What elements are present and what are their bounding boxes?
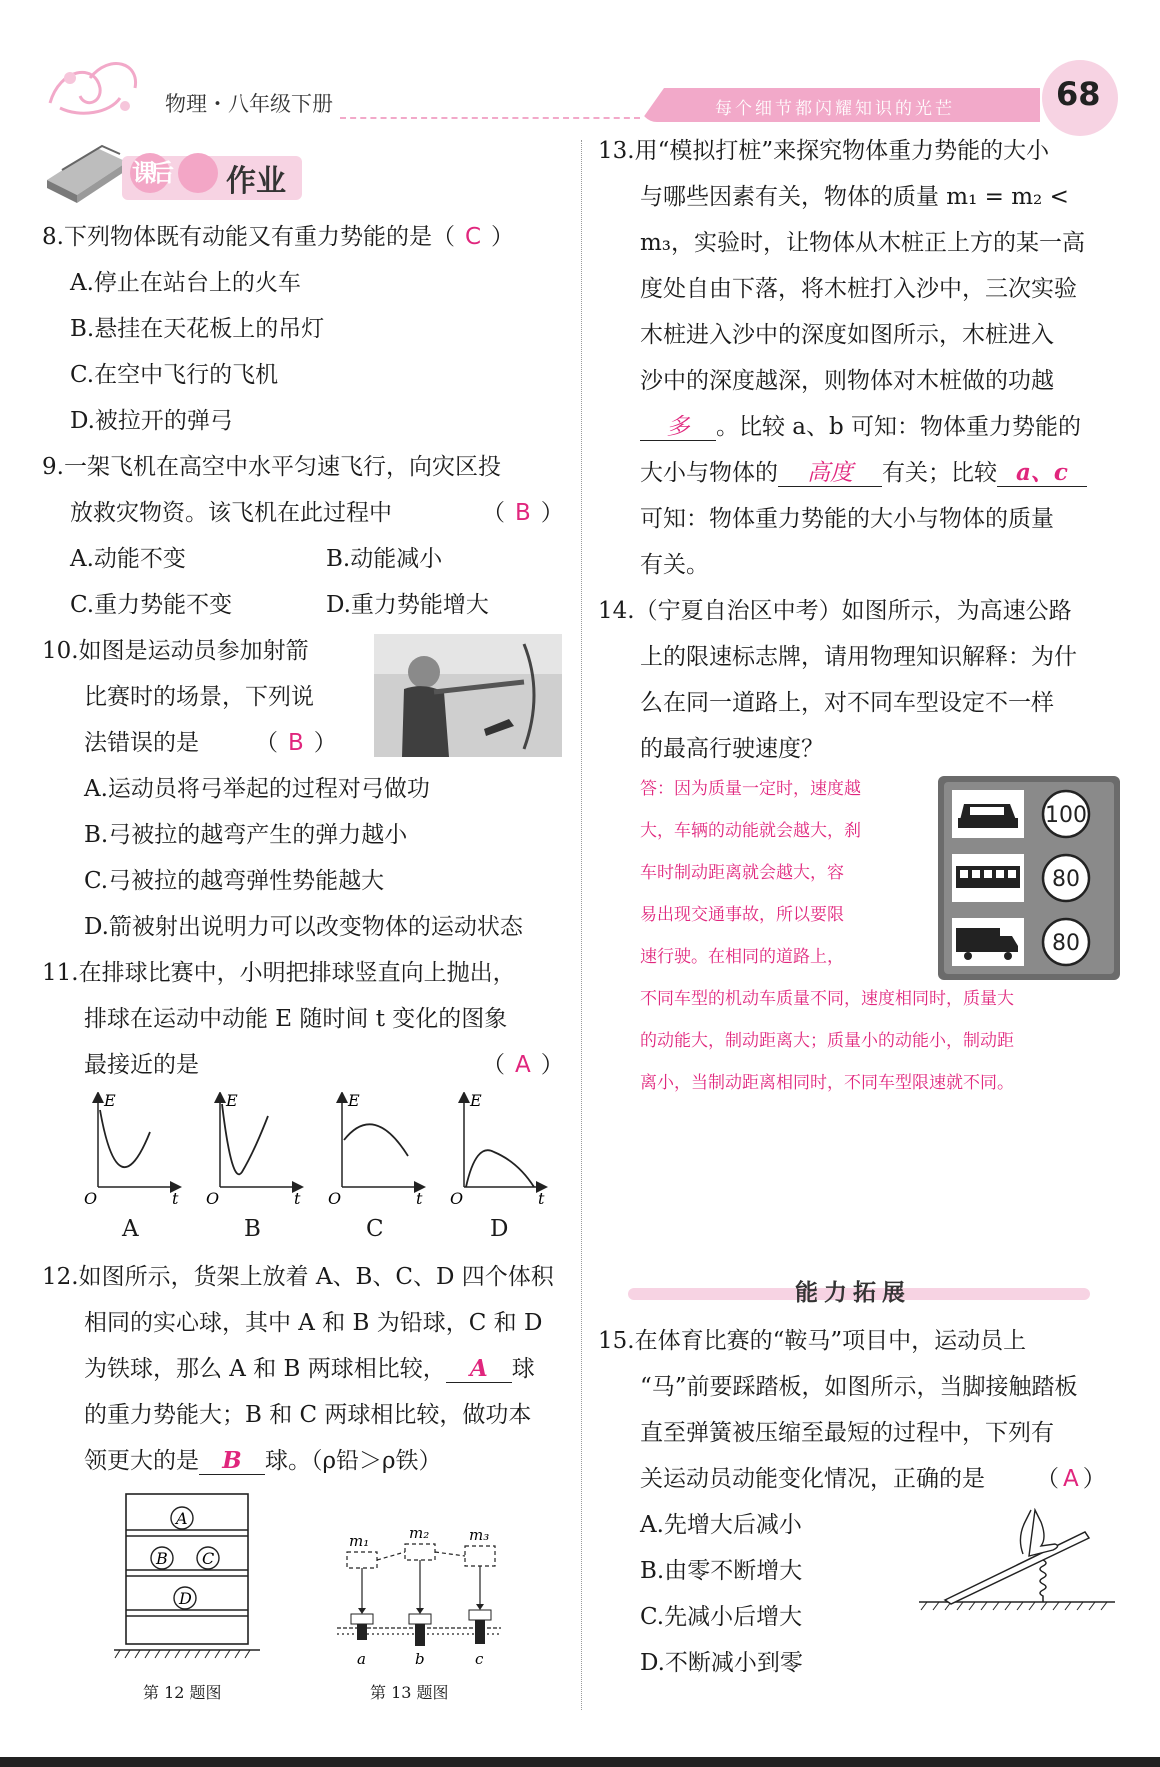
- q11-answer: A: [515, 1052, 531, 1078]
- q12-line-2: 相同的实心球，其中 A 和 B 为铅球，C 和 D: [84, 1310, 543, 1336]
- speed-limit-100: 100: [1045, 803, 1087, 828]
- q8-stem: 8.下列物体既有动能又有重力势能的是（: [42, 224, 455, 250]
- page-number: 68: [1056, 75, 1101, 113]
- q14-line-2: 上的限速标志牌，请用物理知识解释：为什: [640, 644, 1077, 670]
- graph-a-axis-e: E: [104, 1092, 116, 1110]
- q8-option-a: A.停止在站台上的火车: [70, 270, 301, 296]
- q12-figure-caption: 第 12 题图: [143, 1683, 222, 1702]
- q14-answer-line-1: 答：因为质量一定时，速度越: [640, 779, 861, 799]
- graph-b-axis-t: t: [294, 1189, 301, 1208]
- q15-line-3: 直至弹簧被压缩至最短的过程中，下列有: [640, 1420, 1054, 1446]
- q13-line-6: 沙中的深度越深，则物体对木桩做的功越: [640, 368, 1054, 394]
- graph-c-axis-e: E: [348, 1092, 360, 1110]
- book-title: 物理・八年级下册: [165, 92, 333, 116]
- q13-line-10: 有关。: [640, 552, 709, 578]
- q12-line-4: 的重力势能大；B 和 C 两球相比较，做功本: [84, 1402, 532, 1428]
- graph-c-origin: O: [328, 1189, 342, 1208]
- floral-ornament-icon: [40, 48, 150, 128]
- q12-line-5a: 领更大的是: [84, 1448, 199, 1474]
- q11-line-3: 最接近的是: [84, 1052, 199, 1078]
- q9-option-d: D.重力势能增大: [326, 592, 489, 618]
- q9-answer-paren: （ B ）: [482, 500, 564, 526]
- graph-a: [84, 1092, 179, 1208]
- q12-blank-2: B: [199, 1448, 265, 1475]
- homework-kehou-badge: 课后: [130, 153, 170, 193]
- pile-c-label: c: [475, 1650, 484, 1668]
- q10-line-1: 10.如图是运动员参加射箭: [42, 638, 309, 664]
- homework-badge-circle: [178, 153, 218, 193]
- q10-option-d: D.箭被射出说明力可以改变物体的运动状态: [84, 914, 523, 940]
- q10-option-c: C.弓被拉的越弯弹性势能越大: [84, 868, 385, 894]
- q14-answer-line-2: 大，车辆的动能就会越大，刹: [640, 821, 861, 841]
- q13-pile-figure: [333, 1520, 503, 1670]
- q13-line-4: 度处自由下落，将木桩打入沙中，三次实验: [640, 276, 1077, 302]
- speed-limit-sign: [938, 776, 1120, 980]
- q13-line-7b: 。比较 a、b 可知：物体重力势能的: [716, 414, 1082, 440]
- homework-zuoye-text: 作业: [226, 164, 286, 199]
- graph-c: [328, 1092, 423, 1208]
- q12-line-1: 12.如图所示，货架上放着 A、B、C、D 四个体积: [42, 1264, 554, 1290]
- q8-answer: C: [464, 224, 482, 250]
- q9-line-2: 放救灾物资。该飞机在此过程中: [70, 500, 392, 526]
- q13-line-8a: 大小与物体的: [640, 460, 778, 486]
- q9-answer: B: [515, 500, 531, 526]
- archery-photo: [374, 634, 562, 757]
- q15-answer-paren: （ A ）: [1036, 1466, 1106, 1492]
- graph-a-origin: O: [84, 1189, 98, 1208]
- q9-option-c: C.重力势能不变: [70, 592, 233, 618]
- q11-answer-paren: （ A ）: [482, 1052, 564, 1078]
- q13-line-5: 木桩进入沙中的深度如图所示，木桩进入: [640, 322, 1054, 348]
- q12-line-3a: 为铁球，那么 A 和 B 两球相比较，: [84, 1356, 446, 1382]
- mass-m1-label: m₁: [349, 1532, 370, 1550]
- graph-d-axis-t: t: [538, 1189, 545, 1208]
- mass-m3-label: m₃: [469, 1526, 490, 1544]
- q13-figure-caption: 第 13 题图: [370, 1683, 449, 1702]
- q13-line-3: m₃，实验时，让物体从木桩正上方的某一高: [640, 230, 1086, 256]
- q13-blank-3: a、c: [997, 460, 1087, 487]
- q15-option-b: B.由零不断增大: [640, 1558, 803, 1584]
- spring-icon: [1040, 1560, 1046, 1602]
- q10-option-a: A.运动员将弓举起的过程对弓做功: [84, 776, 430, 802]
- graph-a-label: A: [122, 1216, 139, 1242]
- q12-line-5b: 球。（ρ铅＞ρ铁）: [265, 1448, 442, 1474]
- graph-d-axis-e: E: [470, 1092, 482, 1110]
- springboard-figure: [915, 1508, 1120, 1618]
- q15-option-d: D.不断减小到零: [640, 1650, 803, 1676]
- q11-line-1: 11.在排球比赛中，小明把排球竖直向上抛出，: [42, 960, 516, 986]
- q9-option-b: B.动能减小: [326, 546, 443, 572]
- q8-option-c: C.在空中飞行的飞机: [70, 362, 279, 388]
- graph-d-origin: O: [450, 1189, 464, 1208]
- q14-line-1: 14.（宁夏自治区中考）如图所示，为高速公路: [598, 598, 1072, 624]
- q14-answer-line-6: 不同车型的机动车质量不同，速度相同时，质量大: [640, 989, 1014, 1009]
- q10-answer: B: [288, 730, 304, 756]
- ball-b-label: B: [156, 1549, 168, 1568]
- graph-d: [450, 1092, 545, 1208]
- pile-b-label: b: [415, 1650, 425, 1668]
- q10-line-2: 比赛时的场景，下列说: [84, 684, 314, 710]
- q14-answer-line-5: 速行驶。在相同的道路上，: [640, 947, 844, 967]
- q12-shelf-figure: [110, 1490, 260, 1660]
- ball-c-label: C: [202, 1549, 215, 1568]
- q8-option-d: D.被拉开的弹弓: [70, 408, 233, 434]
- q9-option-a: A.动能不变: [70, 546, 186, 572]
- q13-blank-1: 多: [640, 414, 716, 441]
- graph-b-origin: O: [206, 1189, 220, 1208]
- q15-option-a: A.先增大后减小: [640, 1512, 802, 1538]
- q15-option-c: C.先减小后增大: [640, 1604, 803, 1630]
- foot-icon: [1020, 1510, 1057, 1556]
- graph-c-label: C: [366, 1216, 384, 1242]
- graph-b: [206, 1092, 301, 1208]
- q11-graphs: [80, 1092, 560, 1212]
- header-motto: 每个细节都闪耀知识的光芒: [715, 99, 955, 119]
- pile-a-label: a: [357, 1650, 366, 1668]
- q9-line-1: 9.一架飞机在高空中水平匀速飞行，向灾区投: [42, 454, 501, 480]
- q14-answer-line-3: 车时制动距离就会越大，容: [640, 863, 844, 883]
- q10-line-3: 法错误的是: [84, 730, 199, 756]
- q12-line-3b: 球: [511, 1356, 535, 1382]
- graph-d-label: D: [490, 1216, 509, 1242]
- q14-line-4: 的最高行驶速度？: [640, 736, 824, 762]
- graph-b-axis-e: E: [226, 1092, 238, 1110]
- bottom-edge-strip: [0, 1757, 1160, 1767]
- q14-answer-line-4: 易出现交通事故，所以要限: [640, 905, 844, 925]
- q13-line-9: 可知：物体重力势能的大小与物体的质量: [640, 506, 1054, 532]
- ball-d-label: D: [179, 1589, 192, 1608]
- q15-answer: A: [1063, 1466, 1079, 1492]
- graph-a-axis-t: t: [172, 1189, 179, 1208]
- q13-line-1: 13.用“模拟打桩”来探究物体重力势能的大小: [598, 138, 1050, 164]
- books-icon: [42, 140, 132, 206]
- q15-line-2: “马”前要踩踏板，如图所示，当脚接触踏板: [640, 1374, 1078, 1400]
- bus-icon: [956, 866, 1020, 888]
- q14-answer-line-7: 的动能大，制动距离大；质量小的动能小，制动距: [640, 1031, 1014, 1051]
- q14-answer-line-8: 离小，当制动距离相同时，不同车型限速就不同。: [640, 1073, 1014, 1093]
- q10-answer-paren: （ B ）: [255, 730, 337, 756]
- q15-line-4: 关运动员动能变化情况，正确的是: [640, 1466, 985, 1492]
- ball-a-label: A: [176, 1509, 188, 1528]
- q10-option-b: B.弓被拉的越弯产生的弹力越小: [84, 822, 408, 848]
- graph-b-label: B: [244, 1216, 261, 1242]
- car-icon: [958, 804, 1018, 828]
- q11-line-2: 排球在运动中动能 E 随时间 t 变化的图象: [84, 1006, 508, 1032]
- q12-blank-1: A: [446, 1356, 512, 1383]
- q8-close-paren: ）: [491, 224, 515, 250]
- column-divider: [581, 140, 582, 1710]
- q15-line-1: 15.在体育比赛的“鞍马”项目中，运动员上: [598, 1328, 1027, 1354]
- speed-limit-80-truck: 80: [1052, 931, 1080, 956]
- section-title: 能力拓展: [795, 1280, 911, 1306]
- q13-blank-2: 高度: [778, 460, 882, 487]
- q13-line-2: 与哪些因素有关，物体的质量 m₁ = m₂ <: [640, 184, 1069, 210]
- mass-m2-label: m₂: [409, 1524, 430, 1542]
- graph-c-axis-t: t: [416, 1189, 423, 1208]
- q8-option-b: B.悬挂在天花板上的吊灯: [70, 316, 325, 342]
- header-dashed-divider: [340, 117, 640, 119]
- q13-line-8b: 有关；比较: [882, 460, 997, 486]
- speed-limit-80-bus: 80: [1052, 867, 1080, 892]
- q14-line-3: 么在同一道路上，对不同车型设定不一样: [640, 690, 1054, 716]
